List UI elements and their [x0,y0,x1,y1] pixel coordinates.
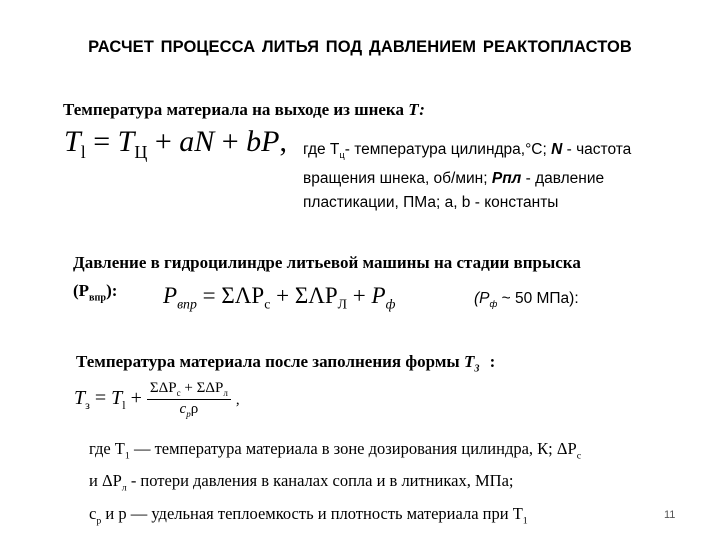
section1-desc-line1 [303,138,703,167]
section1-desc-line2 [303,167,703,191]
section3-desc-line3 [89,501,709,533]
desc-text: - давление [521,170,605,188]
heading-sub: 3 [474,363,480,375]
num-sub: c [176,388,181,398]
heading-colon: : [489,352,496,371]
formula-plus: + [130,387,142,410]
desc-text: - частота [562,141,632,158]
formula-var: T [74,387,86,410]
desc-sub: 1 [522,514,528,526]
desc-var: N [551,141,563,158]
formula-sub: ф [385,296,396,312]
slide-title: РАСЧЕТ ПРОЦЕССА ЛИТЬЯ ПОД ДАВЛЕНИЕМ РЕАКТОПЛАСТОВ [88,38,632,56]
section1-desc-line3: пластикации, ПМа; a, b - константы [303,194,559,212]
section1-description [303,138,703,215]
section1-heading-var: Т: [408,100,425,119]
formula-t1-plus1: + [154,125,172,158]
note-sub: ф [489,299,498,310]
formula-t1-lhs: T [64,125,81,158]
heading-sub: впр [89,292,107,304]
num-text: ΣΔP [149,380,177,396]
section1-heading [63,100,425,120]
heading-text: Температура материала после заполнения формы [76,352,460,371]
num-text: + ΣΔP [180,380,224,396]
desc-sub: л [121,482,127,494]
formula-t1-an: aN [179,125,215,158]
section3-description [89,436,709,533]
formula-t1-eq: = [93,125,111,158]
page-number: 11 [664,509,676,521]
formula-t1-tc-sub: Ц [134,142,148,162]
desc-sub: р [96,514,102,526]
formula-plus: + [352,283,366,308]
section2-heading-line2 [73,281,117,303]
formula-var: T [111,387,123,410]
note-text: ~ 50 МПа): [497,290,579,307]
formula-t3 [74,380,240,419]
den-text: ρ [190,401,199,417]
formula-t1-plus2: + [221,125,239,158]
desc-text: и p — удельная теплоемкость и плотность материала при T [101,503,523,523]
den-text: c [179,401,187,417]
formula-fraction [147,380,231,419]
heading-var: Т [463,352,475,371]
desc-text: - температура цилиндра,°С; [344,141,552,158]
formula-sub: Л [337,296,348,312]
desc-sub: с [576,450,582,462]
formula-t1-bp: bP [246,125,280,158]
section2-note [474,290,579,309]
formula-sub: впр [177,296,197,312]
formula-t1-lhs-sub: l [80,142,86,162]
section1-heading-text: Температура материала на выходе из шнека [63,100,404,119]
desc-text: - потери давления в каналах сопла и в литниках, МПа; [126,471,514,491]
section3-desc-line2 [89,468,709,500]
desc-var: Рпл [491,170,522,188]
section3-heading [76,352,495,374]
section2-heading: Давление в гидроцилиндре литьевой машины на стадии впрыска [73,253,581,272]
fraction-denominator [147,400,231,419]
num-sub: л [223,388,228,398]
formula-eq: = [94,387,107,410]
formula-eq: = [202,283,216,308]
formula-t1-comma: , [279,125,287,158]
note-text: (P [474,290,490,307]
formula-var: P [163,283,178,308]
desc-text: где T [89,439,125,458]
formula-t1 [64,125,287,163]
formula-sub: c [264,296,271,312]
formula-sum: ΣΛP [221,283,265,308]
formula-sub: з [85,398,90,413]
formula-t1-tc: T [117,125,135,158]
fraction-numerator [147,380,231,400]
desc-text: где Т [303,141,340,158]
section3-desc-line1 [89,436,709,468]
den-sub: p [186,409,191,419]
formula-sum: ΣΛP [294,283,338,308]
formula-plus: + [276,283,290,308]
desc-sub: 1 [124,450,130,462]
desc-sub: ц [339,150,345,161]
formula-comma: , [235,392,240,409]
desc-text: — температура материала в зоне дозирования цилиндра, К; ΔP [129,439,577,458]
desc-text: с [89,503,97,523]
heading-text: (Р [73,281,90,300]
formula-pvpr [163,283,395,313]
desc-text: и ΔP [89,471,122,491]
formula-sub: l [122,398,126,413]
formula-var: P [371,283,386,308]
desc-text: вращения шнека, об/мин; [303,170,492,188]
heading-text: ): [106,281,118,300]
